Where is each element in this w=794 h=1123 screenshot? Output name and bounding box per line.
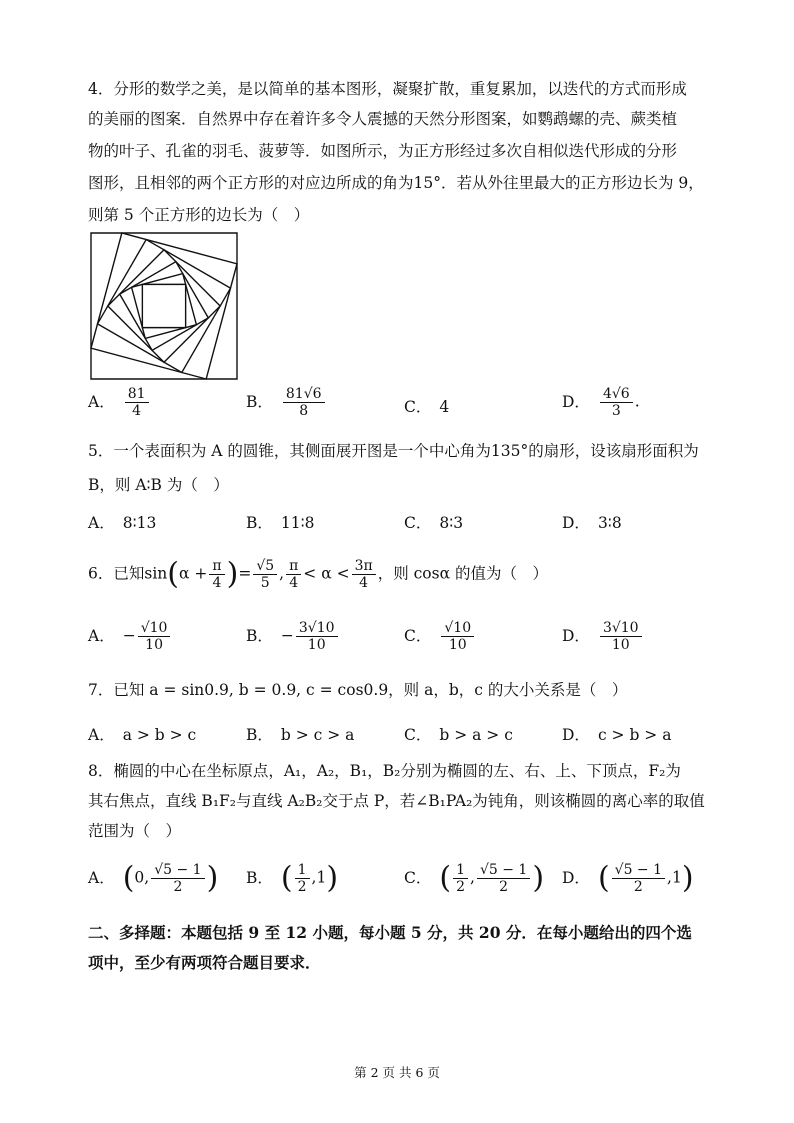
- section2-line-2: 项中，至少有两项符合题目要求．: [88, 953, 321, 972]
- q7-option-d[interactable]: D． c > b > a: [562, 726, 672, 744]
- q6-line: 6．已知sin(α + $\frac{\pi}{4}$ )= $\frac{√5}{5}$ , $\frac{\pi}{4}$ < α < $\frac{3\pi}{4}$ ，则 cosα 的值为（ ）: [88, 556, 548, 592]
- q5-option-d[interactable]: D． 3∶8: [562, 514, 622, 532]
- fractal-square-figure: [88, 230, 240, 382]
- fractal-square-1: [91, 233, 237, 379]
- fractal-square-6: [132, 274, 197, 339]
- q6-option-a[interactable]: A． − $\frac{√10}{10}$: [88, 620, 172, 653]
- q5-line-1: 5．一个表面积为 A 的圆锥，其侧面展开图是一个中心角为135°的扇形，设该扇形面积为: [88, 442, 699, 460]
- q4-option-b[interactable]: B． $\frac{81√6}{8}$: [246, 386, 327, 419]
- fractal-square-2: [91, 233, 237, 379]
- fractal-square-3: [98, 240, 231, 373]
- q6-option-b[interactable]: B． − $\frac{3√10}{10}$: [246, 620, 340, 653]
- q4-line-2: 的美丽的图案．自然界中存在着许多令人震撼的天然分形图案，如鹦鹉螺的壳、蕨类植: [88, 110, 678, 128]
- q4-line-1: 4．分形的数学之美，是以简单的基本图形，凝聚扩散，重复累加，以迭代的方式而形成: [88, 80, 687, 98]
- q7-option-a[interactable]: A． a > b > c: [88, 726, 197, 744]
- q5-line-2: B，则 A∶B 为（ ）: [88, 476, 229, 494]
- q4-option-a[interactable]: A． $\frac{81}{4}$: [88, 386, 151, 419]
- q6-option-d[interactable]: D． $\frac{3√10}{10}$: [562, 620, 644, 653]
- q5-option-b[interactable]: B． 11∶8: [246, 514, 315, 532]
- q8-line-3: 范围为（ ）: [88, 822, 182, 840]
- q8-line-2: 其右焦点，直线 B₁F₂与直线 A₂B₂交于点 P，若∠B₁PA₂为钝角，则该椭圆的离心率的取值: [88, 792, 705, 810]
- fractal-square-4: [108, 250, 220, 362]
- q4-line-4: 图形，且相邻的两个正方形的对应边所成的角为15°．若从外往里最大的正方形边长为 9，: [88, 174, 704, 192]
- q8-option-a[interactable]: A． (0, $\frac{√5 - 1}{2}$ ): [88, 860, 219, 896]
- fractal-square-5: [120, 262, 209, 351]
- q5-option-a[interactable]: A． 8∶13: [88, 514, 157, 532]
- q5-option-c[interactable]: C． 8∶3: [404, 514, 464, 532]
- q6-option-c[interactable]: C． $\frac{√10}{10}$: [404, 620, 476, 653]
- q8-line-1: 8．椭圆的中心在坐标原点，A₁，A₂，B₁，B₂分别为椭圆的左、右、上、下顶点，F₂为: [88, 762, 681, 780]
- q4-option-c[interactable]: C． 4: [404, 398, 450, 416]
- q8-option-b[interactable]: B． ( $\frac{1}{2}$ ,1): [246, 860, 339, 896]
- q7-option-b[interactable]: B． b > c > a: [246, 726, 355, 744]
- q7-option-c[interactable]: C． b > a > c: [404, 726, 513, 744]
- page-footer: 第 2 页 共 6 页: [354, 1065, 440, 1080]
- section2-line-1: 二、多择题：本题包括 9 至 12 小题，每小题 5 分，共 20 分．在每小题给出的四个选: [88, 923, 692, 942]
- fractal-square-7: [142, 284, 185, 327]
- q8-option-d[interactable]: D． ( $\frac{√5 - 1}{2}$ ,1): [562, 860, 694, 896]
- q7-line: 7．已知 a = sin0.9, b = 0.9, c = cos0.9，则 a，b，c 的大小关系是（ ）: [88, 681, 628, 699]
- q8-option-c[interactable]: C． ( $\frac{1}{2}$ , $\frac{√5 - 1}{2}$ ): [404, 860, 545, 896]
- q4-option-d[interactable]: D． $\frac{4√6}{3}$ .: [562, 386, 640, 419]
- q4-line-5: 则第 5 个正方形的边长为（ ）: [88, 206, 310, 224]
- q4-line-3: 物的叶子、孔雀的羽毛、菠萝等．如图所示，为正方形经过多次自相似迭代形成的分形: [88, 142, 678, 160]
